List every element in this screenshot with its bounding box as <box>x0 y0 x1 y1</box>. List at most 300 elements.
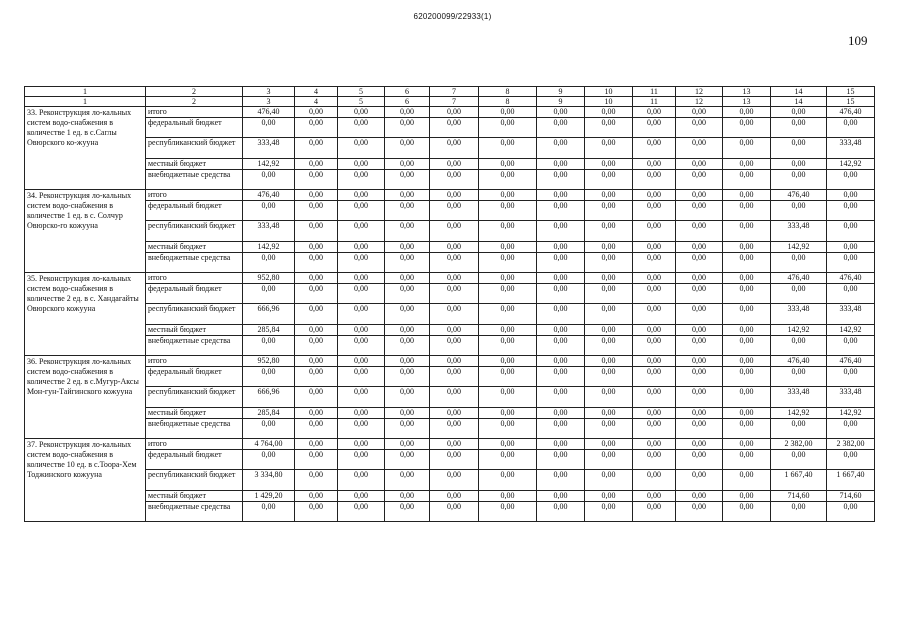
amount-cell: 0,00 <box>430 367 479 387</box>
amount-cell: 0,00 <box>430 304 479 325</box>
amount-cell: 285,84 <box>243 325 295 336</box>
amount-cell: 0,00 <box>385 470 430 491</box>
column-number-cell: 11 <box>633 97 676 107</box>
amount-cell: 0,00 <box>537 190 585 201</box>
amount-cell: 0,00 <box>676 284 723 304</box>
amount-cell: 0,00 <box>723 201 771 221</box>
amount-cell: 0,00 <box>633 470 676 491</box>
amount-cell: 0,00 <box>676 170 723 190</box>
amount-cell: 0,00 <box>723 387 771 408</box>
amount-cell: 0,00 <box>479 253 537 273</box>
amount-cell: 0,00 <box>243 450 295 470</box>
amount-cell: 0,00 <box>243 502 295 522</box>
amount-cell: 0,00 <box>430 502 479 522</box>
table-row <box>25 118 875 138</box>
table-row <box>25 159 875 170</box>
amount-cell: 0,00 <box>338 304 385 325</box>
amount-cell: 0,00 <box>385 201 430 221</box>
budget-table <box>24 86 875 522</box>
funding-source-cell: республиканский бюджет <box>146 387 243 408</box>
amount-cell: 0,00 <box>585 491 633 502</box>
amount-cell: 0,00 <box>338 242 385 253</box>
table-row <box>25 367 875 387</box>
amount-cell: 0,00 <box>430 439 479 450</box>
amount-cell: 0,00 <box>827 367 875 387</box>
amount-cell: 952,80 <box>243 356 295 367</box>
table-row <box>25 387 875 408</box>
amount-cell: 0,00 <box>771 284 827 304</box>
project-title-cell: 36. Реконструкция ло-кальных систем водо-снабжения в количестве 2 ед. в с.Мугур-Аксы Мон-гун-Тайгинского кожууна <box>25 356 146 439</box>
funding-source-cell: федеральный бюджет <box>146 284 243 304</box>
amount-cell: 0,00 <box>723 253 771 273</box>
amount-cell: 0,00 <box>338 138 385 159</box>
funding-source-cell: республиканский бюджет <box>146 221 243 242</box>
amount-cell: 0,00 <box>479 450 537 470</box>
amount-cell: 0,00 <box>771 118 827 138</box>
column-number-cell: 11 <box>633 87 676 97</box>
amount-cell: 0,00 <box>676 439 723 450</box>
amount-cell: 0,00 <box>479 408 537 419</box>
amount-cell: 476,40 <box>771 356 827 367</box>
funding-source-cell: итого <box>146 107 243 118</box>
column-number-cell: 9 <box>537 87 585 97</box>
amount-cell: 0,00 <box>295 470 338 491</box>
amount-cell: 0,00 <box>430 408 479 419</box>
column-number-cell: 2 <box>146 97 243 107</box>
amount-cell: 0,00 <box>295 419 338 439</box>
amount-cell: 0,00 <box>430 190 479 201</box>
amount-cell: 666,96 <box>243 304 295 325</box>
amount-cell: 0,00 <box>479 284 537 304</box>
amount-cell: 0,00 <box>633 284 676 304</box>
amount-cell: 0,00 <box>430 118 479 138</box>
amount-cell: 0,00 <box>676 138 723 159</box>
amount-cell: 0,00 <box>537 408 585 419</box>
amount-cell: 0,00 <box>676 253 723 273</box>
amount-cell: 0,00 <box>585 273 633 284</box>
table-row <box>25 439 875 450</box>
funding-source-cell: местный бюджет <box>146 242 243 253</box>
amount-cell: 0,00 <box>385 221 430 242</box>
amount-cell: 0,00 <box>479 118 537 138</box>
amount-cell: 333,48 <box>771 304 827 325</box>
amount-cell: 3 334,80 <box>243 470 295 491</box>
amount-cell: 0,00 <box>633 242 676 253</box>
funding-source-cell: местный бюджет <box>146 159 243 170</box>
amount-cell: 0,00 <box>385 253 430 273</box>
amount-cell: 0,00 <box>633 201 676 221</box>
funding-source-cell: республиканский бюджет <box>146 138 243 159</box>
funding-source-cell: внебюджетные средства <box>146 253 243 273</box>
amount-cell: 0,00 <box>827 419 875 439</box>
amount-cell: 0,00 <box>385 138 430 159</box>
amount-cell: 0,00 <box>385 502 430 522</box>
amount-cell: 0,00 <box>338 159 385 170</box>
amount-cell: 0,00 <box>585 304 633 325</box>
amount-cell: 0,00 <box>479 419 537 439</box>
amount-cell: 0,00 <box>585 439 633 450</box>
table-row <box>25 336 875 356</box>
amount-cell: 0,00 <box>723 367 771 387</box>
amount-cell: 0,00 <box>585 221 633 242</box>
amount-cell: 0,00 <box>243 284 295 304</box>
amount-cell: 0,00 <box>295 304 338 325</box>
amount-cell: 0,00 <box>385 118 430 138</box>
amount-cell: 0,00 <box>338 118 385 138</box>
amount-cell: 0,00 <box>338 387 385 408</box>
amount-cell: 0,00 <box>479 107 537 118</box>
amount-cell: 0,00 <box>479 367 537 387</box>
amount-cell: 0,00 <box>723 336 771 356</box>
amount-cell: 0,00 <box>479 242 537 253</box>
amount-cell: 0,00 <box>243 118 295 138</box>
amount-cell: 1 667,40 <box>771 470 827 491</box>
table-row <box>25 221 875 242</box>
amount-cell: 333,48 <box>827 387 875 408</box>
amount-cell: 0,00 <box>430 253 479 273</box>
column-number-cell: 5 <box>338 87 385 97</box>
amount-cell: 0,00 <box>430 450 479 470</box>
amount-cell: 0,00 <box>723 304 771 325</box>
amount-cell: 0,00 <box>676 190 723 201</box>
amount-cell: 0,00 <box>295 325 338 336</box>
amount-cell: 0,00 <box>338 470 385 491</box>
amount-cell: 142,92 <box>771 408 827 419</box>
funding-source-cell: внебюджетные средства <box>146 419 243 439</box>
amount-cell: 0,00 <box>633 439 676 450</box>
amount-cell: 0,00 <box>676 387 723 408</box>
amount-cell: 0,00 <box>585 356 633 367</box>
amount-cell: 476,40 <box>771 190 827 201</box>
amount-cell: 0,00 <box>295 356 338 367</box>
amount-cell: 0,00 <box>827 336 875 356</box>
amount-cell: 0,00 <box>537 253 585 273</box>
column-number-cell: 13 <box>723 87 771 97</box>
column-number-cell: 8 <box>479 87 537 97</box>
amount-cell: 0,00 <box>537 367 585 387</box>
amount-cell: 333,48 <box>771 221 827 242</box>
amount-cell: 0,00 <box>676 470 723 491</box>
amount-cell: 0,00 <box>723 242 771 253</box>
amount-cell: 142,92 <box>771 242 827 253</box>
amount-cell: 0,00 <box>430 356 479 367</box>
amount-cell: 0,00 <box>723 419 771 439</box>
amount-cell: 0,00 <box>295 190 338 201</box>
amount-cell: 0,00 <box>243 419 295 439</box>
column-number-cell: 8 <box>479 97 537 107</box>
amount-cell: 0,00 <box>338 190 385 201</box>
amount-cell: 0,00 <box>676 336 723 356</box>
amount-cell: 714,60 <box>827 491 875 502</box>
amount-cell: 0,00 <box>479 273 537 284</box>
amount-cell: 0,00 <box>295 242 338 253</box>
amount-cell: 0,00 <box>295 221 338 242</box>
amount-cell: 0,00 <box>723 170 771 190</box>
amount-cell: 0,00 <box>633 408 676 419</box>
amount-cell: 0,00 <box>338 419 385 439</box>
amount-cell: 0,00 <box>771 170 827 190</box>
table-body <box>25 87 875 522</box>
amount-cell: 0,00 <box>479 502 537 522</box>
table-row <box>25 284 875 304</box>
header-row <box>25 97 875 107</box>
amount-cell: 0,00 <box>585 470 633 491</box>
amount-cell: 0,00 <box>338 201 385 221</box>
amount-cell: 0,00 <box>338 170 385 190</box>
amount-cell: 0,00 <box>585 138 633 159</box>
amount-cell: 0,00 <box>295 491 338 502</box>
amount-cell: 0,00 <box>243 336 295 356</box>
amount-cell: 0,00 <box>633 325 676 336</box>
amount-cell: 0,00 <box>295 273 338 284</box>
document-code: 620200099/22933(1) <box>413 12 492 21</box>
amount-cell: 2 382,00 <box>827 439 875 450</box>
amount-cell: 0,00 <box>771 450 827 470</box>
amount-cell: 0,00 <box>479 170 537 190</box>
amount-cell: 0,00 <box>633 138 676 159</box>
amount-cell: 0,00 <box>537 439 585 450</box>
table-row <box>25 304 875 325</box>
amount-cell: 0,00 <box>676 356 723 367</box>
amount-cell: 0,00 <box>385 170 430 190</box>
amount-cell: 0,00 <box>479 138 537 159</box>
table-row <box>25 138 875 159</box>
amount-cell: 0,00 <box>771 336 827 356</box>
amount-cell: 0,00 <box>633 367 676 387</box>
amount-cell: 0,00 <box>537 419 585 439</box>
amount-cell: 0,00 <box>771 419 827 439</box>
amount-cell: 0,00 <box>537 284 585 304</box>
amount-cell: 0,00 <box>295 284 338 304</box>
amount-cell: 0,00 <box>676 273 723 284</box>
amount-cell: 0,00 <box>338 107 385 118</box>
amount-cell: 0,00 <box>338 273 385 284</box>
amount-cell: 0,00 <box>338 336 385 356</box>
funding-source-cell: местный бюджет <box>146 325 243 336</box>
amount-cell: 0,00 <box>771 367 827 387</box>
amount-cell: 0,00 <box>676 242 723 253</box>
amount-cell: 142,92 <box>827 408 875 419</box>
amount-cell: 0,00 <box>723 408 771 419</box>
funding-source-cell: внебюджетные средства <box>146 502 243 522</box>
amount-cell: 0,00 <box>385 107 430 118</box>
amount-cell: 0,00 <box>479 387 537 408</box>
amount-cell: 0,00 <box>676 367 723 387</box>
amount-cell: 333,48 <box>827 304 875 325</box>
amount-cell: 0,00 <box>585 325 633 336</box>
column-number-cell: 5 <box>338 97 385 107</box>
project-title-cell: 33. Реконструкция ло-кальных систем водо-снабжения в количестве 1 ед. в с.Саглы Овюрского ко-жууна <box>25 107 146 190</box>
amount-cell: 0,00 <box>633 502 676 522</box>
column-number-cell: 14 <box>771 87 827 97</box>
amount-cell: 0,00 <box>633 491 676 502</box>
column-number-cell: 6 <box>385 97 430 107</box>
column-number-cell: 7 <box>430 97 479 107</box>
amount-cell: 0,00 <box>479 356 537 367</box>
amount-cell: 0,00 <box>243 253 295 273</box>
column-number-cell: 12 <box>676 87 723 97</box>
project-title-cell: 35. Реконструкция ло-кальных систем водо-снабжения в количестве 2 ед. в с. Хандагайты Овюрского кожууна <box>25 273 146 356</box>
table-row <box>25 502 875 522</box>
table-row <box>25 419 875 439</box>
amount-cell: 0,00 <box>430 138 479 159</box>
amount-cell: 0,00 <box>385 491 430 502</box>
amount-cell: 0,00 <box>537 304 585 325</box>
amount-cell: 0,00 <box>479 325 537 336</box>
table-row <box>25 408 875 419</box>
amount-cell: 0,00 <box>585 502 633 522</box>
amount-cell: 476,40 <box>243 107 295 118</box>
amount-cell: 0,00 <box>633 170 676 190</box>
amount-cell: 0,00 <box>676 325 723 336</box>
amount-cell: 0,00 <box>295 170 338 190</box>
amount-cell: 0,00 <box>676 450 723 470</box>
amount-cell: 1 667,40 <box>827 470 875 491</box>
amount-cell: 0,00 <box>385 190 430 201</box>
amount-cell: 0,00 <box>771 201 827 221</box>
amount-cell: 0,00 <box>479 470 537 491</box>
amount-cell: 0,00 <box>585 450 633 470</box>
amount-cell: 0,00 <box>585 387 633 408</box>
amount-cell: 0,00 <box>479 439 537 450</box>
amount-cell: 0,00 <box>537 470 585 491</box>
amount-cell: 142,92 <box>243 159 295 170</box>
amount-cell: 0,00 <box>430 284 479 304</box>
column-number-cell: 10 <box>585 87 633 97</box>
amount-cell: 0,00 <box>633 221 676 242</box>
amount-cell: 0,00 <box>676 159 723 170</box>
amount-cell: 0,00 <box>723 159 771 170</box>
column-number-cell: 9 <box>537 97 585 107</box>
amount-cell: 0,00 <box>385 387 430 408</box>
amount-cell: 0,00 <box>479 159 537 170</box>
amount-cell: 0,00 <box>585 170 633 190</box>
amount-cell: 0,00 <box>430 336 479 356</box>
amount-cell: 0,00 <box>295 502 338 522</box>
amount-cell: 0,00 <box>338 502 385 522</box>
amount-cell: 0,00 <box>723 491 771 502</box>
amount-cell: 0,00 <box>385 356 430 367</box>
amount-cell: 333,48 <box>771 387 827 408</box>
amount-cell: 0,00 <box>430 419 479 439</box>
funding-source-cell: внебюджетные средства <box>146 336 243 356</box>
amount-cell: 0,00 <box>827 221 875 242</box>
funding-source-cell: федеральный бюджет <box>146 450 243 470</box>
amount-cell: 0,00 <box>633 419 676 439</box>
amount-cell: 0,00 <box>385 419 430 439</box>
amount-cell: 0,00 <box>633 159 676 170</box>
amount-cell: 476,40 <box>827 356 875 367</box>
amount-cell: 0,00 <box>633 387 676 408</box>
amount-cell: 0,00 <box>295 387 338 408</box>
project-title-cell: 34. Реконструкция ло-кальных систем водо-снабжения в количестве 1 ед. в с. Солчур Овюрско-го кожууна <box>25 190 146 273</box>
amount-cell: 666,96 <box>243 387 295 408</box>
amount-cell: 0,00 <box>633 107 676 118</box>
table-row <box>25 242 875 253</box>
amount-cell: 0,00 <box>537 491 585 502</box>
column-number-cell: 13 <box>723 97 771 107</box>
amount-cell: 0,00 <box>537 273 585 284</box>
column-number-cell: 15 <box>827 97 875 107</box>
amount-cell: 0,00 <box>585 159 633 170</box>
amount-cell: 0,00 <box>723 221 771 242</box>
amount-cell: 0,00 <box>585 367 633 387</box>
amount-cell: 0,00 <box>723 138 771 159</box>
amount-cell: 0,00 <box>338 356 385 367</box>
amount-cell: 0,00 <box>385 159 430 170</box>
amount-cell: 0,00 <box>537 325 585 336</box>
amount-cell: 0,00 <box>633 118 676 138</box>
amount-cell: 0,00 <box>338 408 385 419</box>
amount-cell: 0,00 <box>295 118 338 138</box>
amount-cell: 0,00 <box>585 284 633 304</box>
table-row <box>25 190 875 201</box>
table-row <box>25 325 875 336</box>
amount-cell: 0,00 <box>338 491 385 502</box>
amount-cell: 0,00 <box>633 304 676 325</box>
amount-cell: 0,00 <box>585 408 633 419</box>
table-row <box>25 491 875 502</box>
amount-cell: 0,00 <box>723 439 771 450</box>
amount-cell: 142,92 <box>827 159 875 170</box>
amount-cell: 0,00 <box>633 336 676 356</box>
amount-cell: 0,00 <box>385 325 430 336</box>
amount-cell: 0,00 <box>385 284 430 304</box>
amount-cell: 0,00 <box>537 159 585 170</box>
project-title-cell: 37. Реконструкция ло-кальных систем водо-снабжения в количестве 10 ед. в с.Тоора-Хем Тоджинского кожууна <box>25 439 146 522</box>
amount-cell: 0,00 <box>338 253 385 273</box>
amount-cell: 0,00 <box>676 118 723 138</box>
amount-cell: 0,00 <box>537 107 585 118</box>
amount-cell: 0,00 <box>723 450 771 470</box>
funding-source-cell: итого <box>146 356 243 367</box>
amount-cell: 0,00 <box>723 118 771 138</box>
amount-cell: 333,48 <box>243 138 295 159</box>
table-row <box>25 273 875 284</box>
amount-cell: 0,00 <box>827 118 875 138</box>
column-number-cell: 7 <box>430 87 479 97</box>
amount-cell: 0,00 <box>385 439 430 450</box>
amount-cell: 0,00 <box>633 273 676 284</box>
amount-cell: 2 382,00 <box>771 439 827 450</box>
amount-cell: 0,00 <box>430 325 479 336</box>
amount-cell: 0,00 <box>385 336 430 356</box>
amount-cell: 0,00 <box>723 325 771 336</box>
amount-cell: 0,00 <box>338 325 385 336</box>
amount-cell: 0,00 <box>295 336 338 356</box>
table-row <box>25 470 875 491</box>
amount-cell: 0,00 <box>295 408 338 419</box>
amount-cell: 0,00 <box>827 253 875 273</box>
amount-cell: 0,00 <box>676 408 723 419</box>
table-row <box>25 107 875 118</box>
amount-cell: 0,00 <box>537 502 585 522</box>
amount-cell: 0,00 <box>479 190 537 201</box>
amount-cell: 0,00 <box>385 273 430 284</box>
amount-cell: 0,00 <box>585 253 633 273</box>
amount-cell: 0,00 <box>385 242 430 253</box>
amount-cell: 0,00 <box>338 439 385 450</box>
amount-cell: 0,00 <box>537 118 585 138</box>
amount-cell: 0,00 <box>827 242 875 253</box>
amount-cell: 0,00 <box>385 408 430 419</box>
amount-cell: 0,00 <box>243 201 295 221</box>
table-row <box>25 356 875 367</box>
amount-cell: 0,00 <box>633 450 676 470</box>
amount-cell: 0,00 <box>585 336 633 356</box>
amount-cell: 333,48 <box>827 138 875 159</box>
amount-cell: 0,00 <box>827 190 875 201</box>
